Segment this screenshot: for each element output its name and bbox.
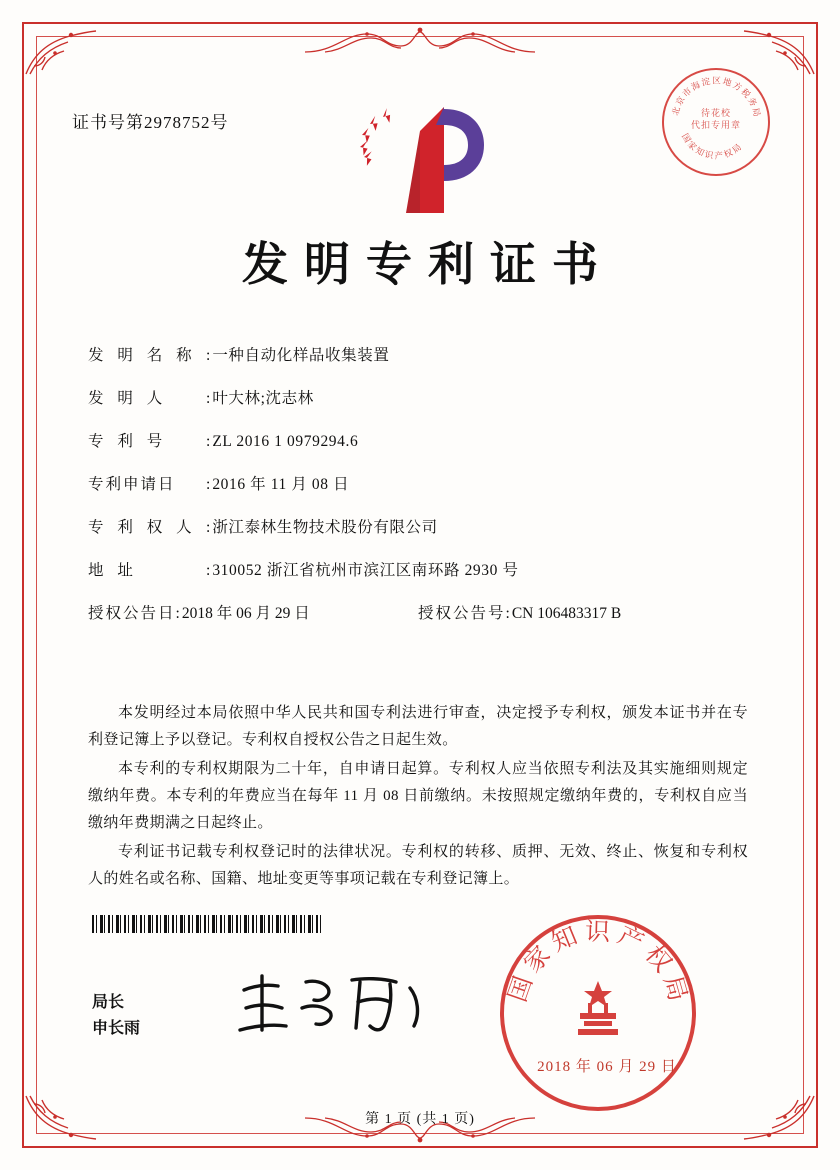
tax-stamp-line1: 待花校: [700, 109, 731, 119]
certificate-number: 证书号第2978752号: [72, 113, 229, 132]
field-value: 310052 浙江省杭州市滨江区南环路 2930 号: [212, 562, 519, 579]
field-label: 发 明 人: [88, 390, 168, 407]
field-patent-number: [88, 431, 752, 453]
cnipa-logo-icon: [350, 95, 490, 220]
field-inventor: [88, 388, 752, 410]
field-colon: :: [206, 390, 211, 407]
field-colon: :: [206, 347, 211, 364]
legal-paragraph: 专利证书记载专利权登记时的法律状况。专利权的转移、质押、无效、终止、恢复和专利权人的姓名或名称、国籍、地址变更等事项记载在专利登记簿上。: [88, 844, 748, 887]
field-label: 专利申请日: [88, 476, 176, 493]
field-colon: :: [505, 605, 510, 622]
field-value: ZL 2016 1 0979294.6: [212, 433, 359, 450]
legal-text-block: [88, 700, 748, 895]
page-footer: 第 1 页 (共 1 页): [365, 1112, 475, 1127]
barcode: [92, 915, 322, 933]
field-value: 浙江泰林生物技术股份有限公司: [212, 519, 438, 536]
director-role-label: 局长: [92, 994, 125, 1011]
tax-stamp-center-text: [664, 108, 768, 132]
page-title: 发明专利证书: [242, 237, 614, 291]
field-colon: :: [206, 476, 211, 493]
field-label: 授权公告号: [418, 605, 506, 622]
svg-text:国家知识产权局: 国家知识产权局: [504, 919, 692, 1010]
field-patentee: [88, 517, 752, 539]
tax-stamp-seal: [662, 68, 770, 176]
field-list: [88, 345, 752, 646]
field-value: 一种自动化样品收集装置: [212, 347, 390, 364]
tax-stamp-line2: 代扣专用章: [690, 121, 741, 131]
field-colon: :: [206, 562, 211, 579]
corner-ornament-icon: [24, 24, 98, 76]
top-scroll-ornament-icon: [305, 24, 535, 56]
field-value: 2018 年 06 月 29 日: [181, 605, 310, 622]
field-label: 授权公告日: [88, 605, 176, 622]
field-grant-publication-number: [418, 603, 621, 625]
national-emblem-icon: [564, 979, 632, 1047]
signature-labels: [92, 990, 140, 1042]
field-grant-row: [88, 603, 752, 625]
handwritten-signature-icon: [232, 968, 432, 1040]
field-grant-date: [88, 603, 418, 625]
field-label: 地 址: [88, 562, 138, 579]
field-label: 专 利 号: [88, 433, 168, 450]
field-address: [88, 560, 752, 582]
field-value: 叶大林;沈志林: [212, 390, 314, 407]
field-colon: :: [175, 605, 180, 622]
svg-text:北京市海淀区地方税务局: 北京市海淀区地方税务局: [670, 76, 762, 120]
field-value: CN 106483317 B: [511, 605, 622, 622]
field-colon: :: [206, 519, 211, 536]
corner-ornament-icon: [742, 24, 816, 76]
field-label: 发 明 名 称: [88, 347, 197, 364]
field-colon: :: [206, 433, 211, 450]
field-label: 专 利 权 人: [88, 519, 197, 536]
field-invention-title: [88, 345, 752, 367]
field-value: 2016 年 11 月 08 日: [212, 476, 350, 493]
legal-paragraph: 本专利的专利权期限为二十年，自申请日起算。专利权人应当依照专利法及其实施细则规定缴纳年费。本专利的年费应当在每年 11 月 08 日前缴纳。未按照规定缴纳年费的，专利权自应当缴纳年费期满之日起终止。: [88, 761, 748, 831]
legal-paragraph: 本发明经过本局依照中华人民共和国专利法进行审查，决定授予专利权，颁发本证书并在专利登记簿上予以登记。专利权自授权公告之日起生效。: [88, 705, 748, 748]
svg-text:国家知识产权局: 国家知识产权局: [679, 132, 746, 162]
official-seal: [500, 915, 696, 1111]
director-name-label: 申长雨: [92, 1020, 141, 1037]
field-application-date: [88, 474, 752, 496]
seal-date: 2018 年 06 月 29 日: [537, 1059, 677, 1075]
